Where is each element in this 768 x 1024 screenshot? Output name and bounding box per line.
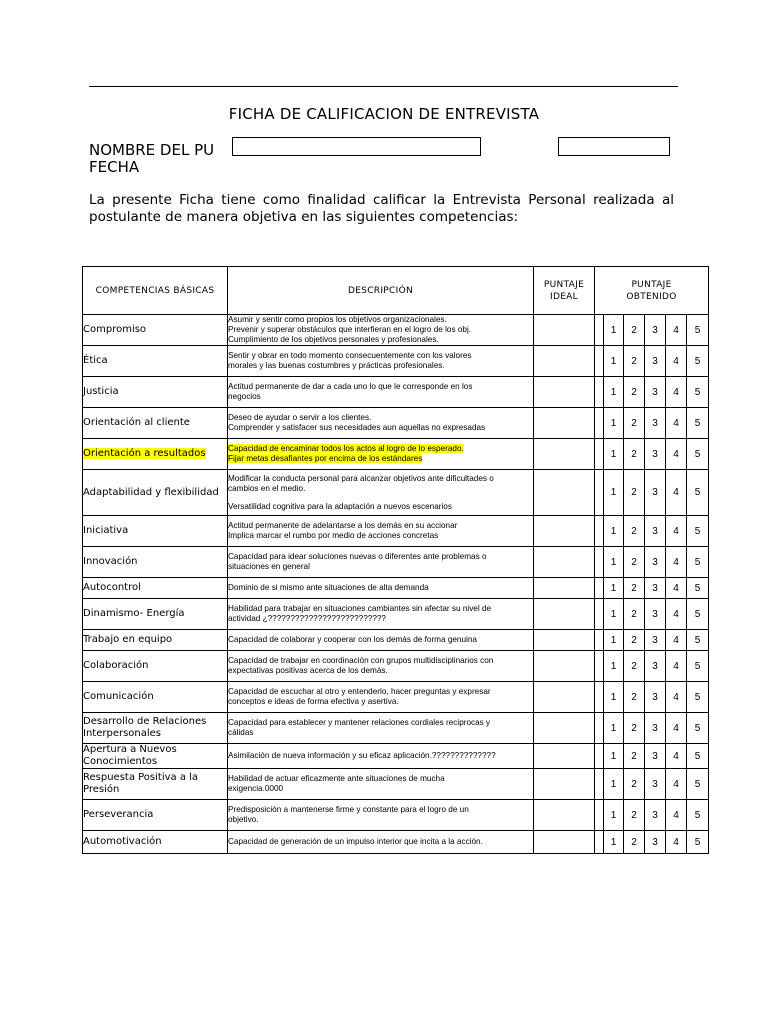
- score-option-3[interactable]: 3: [645, 315, 666, 346]
- competency-name: [83, 682, 228, 713]
- ideal-score-cell[interactable]: [534, 346, 595, 377]
- description-line: Asimilación de nueva información y su eficaz aplicación.??????????????: [228, 751, 496, 760]
- description-line: Habilidad de actuar eficazmente ante situaciones de mucha: [228, 774, 445, 783]
- competency-description: [228, 744, 534, 769]
- score-option-2[interactable]: 2: [624, 315, 645, 346]
- score-option-3[interactable]: 3: [645, 599, 666, 630]
- description-line-wrap: [228, 552, 533, 562]
- description-line: conceptos e ideas de forma efectiva y asertiva.: [228, 697, 399, 706]
- ideal-score-cell[interactable]: [534, 547, 595, 578]
- score-option-4[interactable]: 4: [666, 377, 687, 408]
- ideal-score-cell[interactable]: [534, 578, 595, 599]
- score-option-5[interactable]: 5: [687, 713, 709, 744]
- competency-description: [228, 516, 534, 547]
- score-option-3[interactable]: 3: [645, 377, 666, 408]
- score-option-3[interactable]: 3: [645, 682, 666, 713]
- date-field[interactable]: [558, 137, 670, 156]
- score-option-1[interactable]: 1: [604, 578, 624, 599]
- score-option-4[interactable]: 4: [666, 470, 687, 516]
- competency-label: Comunicación: [83, 691, 154, 702]
- competency-name: [83, 769, 228, 800]
- table-row: [83, 744, 709, 769]
- score-option-2[interactable]: 2: [624, 377, 645, 408]
- score-option-2[interactable]: 2: [624, 651, 645, 682]
- header-puntaje-ideal: PUNTAJE IDEAL: [534, 267, 595, 315]
- score-gap: [595, 713, 604, 744]
- score-option-5[interactable]: 5: [687, 800, 709, 831]
- competency-label: Orientación al cliente: [83, 417, 190, 428]
- score-option-4[interactable]: 4: [666, 346, 687, 377]
- competency-description: [228, 346, 534, 377]
- description-line-wrap: [228, 697, 533, 707]
- competency-name: [83, 651, 228, 682]
- score-option-2[interactable]: 2: [624, 547, 645, 578]
- description-line: Predisposición a mantenerse firme y constante para el logro de un: [228, 805, 469, 814]
- score-gap: [595, 516, 604, 547]
- score-gap: [595, 408, 604, 439]
- competency-name: [83, 713, 228, 744]
- description-line-wrap: [228, 784, 533, 794]
- score-gap: [595, 599, 604, 630]
- score-gap: [595, 578, 604, 599]
- page-title: FICHA DE CALIFICACION DE ENTREVISTA: [228, 105, 540, 123]
- description-line: Actitud permanente de adelantarse a los demás en su accionar: [228, 521, 458, 530]
- score-gap: [595, 439, 604, 470]
- competency-name: [83, 315, 228, 346]
- ideal-score-cell[interactable]: [534, 682, 595, 713]
- description-line: exigencia.0000: [228, 784, 284, 793]
- description-line: cambios en el medio.: [228, 483, 306, 493]
- competency-description: [228, 470, 534, 516]
- table-row: [83, 315, 709, 346]
- score-gap: [595, 470, 604, 516]
- score-option-3[interactable]: 3: [645, 470, 666, 516]
- table-header-row: [83, 267, 709, 315]
- score-option-5[interactable]: 5: [687, 547, 709, 578]
- description-line: Capacidad para idear soluciones nuevas o diferentes ante problemas o: [228, 552, 487, 561]
- score-option-2[interactable]: 2: [624, 599, 645, 630]
- description-line-wrap: [228, 315, 533, 325]
- competency-label: Respuesta Positiva a la Presión: [83, 772, 199, 795]
- competency-description: [228, 630, 534, 651]
- competencies-table: [82, 266, 709, 854]
- table-row: [83, 713, 709, 744]
- score-option-3[interactable]: 3: [645, 516, 666, 547]
- competency-label: Automotivación: [83, 836, 162, 847]
- description-line: objetivo.: [228, 815, 259, 824]
- ideal-score-cell[interactable]: [534, 315, 595, 346]
- description-line-wrap: [228, 583, 533, 593]
- description-line: Deseo de ayudar o servir a los clientes.: [228, 413, 372, 422]
- score-option-2[interactable]: 2: [624, 713, 645, 744]
- description-line-wrap: [228, 351, 533, 361]
- competency-name: [83, 744, 228, 769]
- score-option-2[interactable]: 2: [624, 769, 645, 800]
- competency-name: [83, 439, 228, 470]
- table-row: [83, 682, 709, 713]
- table-row: [83, 470, 709, 516]
- score-option-4[interactable]: 4: [666, 599, 687, 630]
- score-option-1[interactable]: 1: [604, 439, 624, 470]
- score-option-5[interactable]: 5: [687, 315, 709, 346]
- intro-paragraph: La presente Ficha tiene como finalidad calificar la Entrevista Personal realizada al postulante de manera objetiva en las siguientes competencias:: [89, 192, 674, 225]
- ideal-score-cell[interactable]: [534, 769, 595, 800]
- score-option-1[interactable]: 1: [604, 470, 624, 516]
- competency-description: [228, 547, 534, 578]
- ideal-score-cell[interactable]: [534, 516, 595, 547]
- table-row: [83, 547, 709, 578]
- score-option-3[interactable]: 3: [645, 713, 666, 744]
- description-line-wrap: [228, 392, 533, 402]
- score-option-3[interactable]: 3: [645, 651, 666, 682]
- description-line: Actitud permanente de dar a cada uno lo que le corresponde en los: [228, 382, 473, 391]
- competency-name: [83, 831, 228, 854]
- competency-label: Iniciativa: [83, 525, 129, 536]
- table-row: [83, 439, 709, 470]
- score-gap: [595, 800, 604, 831]
- score-option-3[interactable]: 3: [645, 346, 666, 377]
- score-option-3[interactable]: 3: [645, 547, 666, 578]
- competency-description: [228, 800, 534, 831]
- description-line-wrap: [228, 604, 533, 614]
- description-line-wrap: [228, 423, 533, 433]
- score-option-5[interactable]: 5: [687, 599, 709, 630]
- table-row: [83, 599, 709, 630]
- ideal-score-cell[interactable]: [534, 651, 595, 682]
- description-line-wrap: [228, 484, 533, 494]
- description-line: Implica marcar el rumbo por medio de acciones concretas: [228, 531, 439, 540]
- competency-description: [228, 769, 534, 800]
- score-option-5[interactable]: 5: [687, 439, 709, 470]
- description-line: Capacidad para establecer y mantener relaciones cordiales reciprocas y: [228, 718, 491, 727]
- score-option-4[interactable]: 4: [666, 744, 687, 769]
- score-option-3[interactable]: 3: [645, 408, 666, 439]
- score-option-2[interactable]: 2: [624, 744, 645, 769]
- description-line: expectativas positivas acerca de los demás.: [228, 666, 388, 675]
- ideal-score-cell[interactable]: [534, 744, 595, 769]
- score-option-3[interactable]: 3: [645, 578, 666, 599]
- date-label: FECHA: [89, 158, 140, 176]
- score-option-4[interactable]: 4: [666, 516, 687, 547]
- competency-label: Dinamismo- Energía: [83, 608, 185, 619]
- table-body: [83, 315, 709, 854]
- score-option-5[interactable]: 5: [687, 630, 709, 651]
- competency-label: Compromiso: [83, 324, 147, 335]
- description-line-wrap: [228, 521, 533, 531]
- score-option-2[interactable]: 2: [624, 470, 645, 516]
- table-row: [83, 769, 709, 800]
- score-gap: [595, 630, 604, 651]
- competency-label: Perseverancia: [83, 809, 154, 820]
- ideal-score-cell[interactable]: [534, 439, 595, 470]
- table-row: [83, 831, 709, 854]
- competency-label: Apertura a Nuevos Conocimientos: [83, 744, 177, 767]
- competency-description: [228, 439, 534, 470]
- score-gap: [595, 315, 604, 346]
- score-gap: [595, 769, 604, 800]
- score-option-1[interactable]: 1: [604, 346, 624, 377]
- score-option-4[interactable]: 4: [666, 408, 687, 439]
- score-option-3[interactable]: 3: [645, 831, 666, 854]
- description-line: Capacidad de escuchar al otro y entenderlo, hacer preguntas y expresar: [228, 687, 491, 696]
- description-line-wrap: [228, 614, 533, 624]
- score-gap: [595, 831, 604, 854]
- ideal-score-cell[interactable]: [534, 831, 595, 854]
- score-option-3[interactable]: 3: [645, 769, 666, 800]
- description-line: Comprender y satisfacer sus necesidades aun aquellas no expresadas: [228, 423, 486, 432]
- score-option-1[interactable]: 1: [604, 377, 624, 408]
- score-option-1[interactable]: 1: [604, 547, 624, 578]
- score-option-2[interactable]: 2: [624, 682, 645, 713]
- score-option-5[interactable]: 5: [687, 377, 709, 408]
- competency-label: Adaptabilidad y flexibilidad: [83, 486, 219, 498]
- score-option-1[interactable]: 1: [604, 800, 624, 831]
- score-option-4[interactable]: 4: [666, 651, 687, 682]
- competency-description: [228, 377, 534, 408]
- score-option-5[interactable]: 5: [687, 346, 709, 377]
- score-option-1[interactable]: 1: [604, 744, 624, 769]
- score-option-2[interactable]: 2: [624, 578, 645, 599]
- ideal-score-cell[interactable]: [534, 599, 595, 630]
- competency-description: [228, 578, 534, 599]
- description-line-wrap: [228, 562, 533, 572]
- description-line: Capacidad de trabajar en coordinación con grupos multidisciplinarios con: [228, 656, 494, 665]
- description-line-wrap: [228, 502, 533, 512]
- score-option-4[interactable]: 4: [666, 831, 687, 854]
- competency-label: Autocontrol: [83, 582, 141, 593]
- ideal-score-cell[interactable]: [534, 377, 595, 408]
- score-option-5[interactable]: 5: [687, 769, 709, 800]
- description-line: cálidas: [228, 728, 254, 737]
- description-line-wrap: [228, 718, 533, 728]
- score-gap: [595, 547, 604, 578]
- description-line-wrap: [228, 656, 533, 666]
- score-option-3[interactable]: 3: [645, 630, 666, 651]
- description-line-wrap: [228, 635, 533, 645]
- description-line-wrap: [228, 474, 533, 484]
- description-line-wrap: [228, 666, 533, 676]
- score-option-2[interactable]: 2: [624, 516, 645, 547]
- score-option-4[interactable]: 4: [666, 439, 687, 470]
- competency-name: [83, 547, 228, 578]
- ideal-score-cell[interactable]: [534, 713, 595, 744]
- description-line: Cumplimiento de los objetivos personales y profesionales.: [228, 335, 439, 344]
- name-field[interactable]: [232, 137, 481, 156]
- description-line-wrap: [228, 335, 533, 345]
- description-line: Modificar la conducta personal para alcanzar objetivos ante dificultades o: [228, 473, 494, 483]
- table-row: [83, 408, 709, 439]
- description-line-wrap: [228, 413, 533, 423]
- description-line-wrap: [228, 805, 533, 815]
- score-option-1[interactable]: 1: [604, 516, 624, 547]
- description-line: Prevenir y superar obstáculos que interfieran en el logro de los obj.: [228, 325, 472, 334]
- competency-label: Colaboración: [83, 660, 149, 671]
- competency-name: [83, 470, 228, 516]
- score-option-4[interactable]: 4: [666, 315, 687, 346]
- competency-label: Justicia: [83, 386, 119, 397]
- competency-description: [228, 682, 534, 713]
- competency-name: [83, 630, 228, 651]
- description-line-wrap: [228, 531, 533, 541]
- score-option-5[interactable]: 5: [687, 408, 709, 439]
- description-line-wrap: [228, 325, 533, 335]
- score-option-5[interactable]: 5: [687, 651, 709, 682]
- description-line: Habilidad para trabajar en situaciones cambiantes sin afectar su nivel de: [228, 604, 492, 613]
- description-line: Sentir y obrar en todo momento consecuentemente con los valores: [228, 351, 472, 360]
- competency-label: Innovación: [83, 556, 138, 567]
- description-line: Capacidad de generación de un impulso interior que incita a la acción.: [228, 837, 483, 846]
- table-row: [83, 651, 709, 682]
- score-option-2[interactable]: 2: [624, 408, 645, 439]
- ideal-score-cell[interactable]: [534, 408, 595, 439]
- table-row: [83, 346, 709, 377]
- description-line-wrap: [228, 751, 533, 761]
- description-line: situaciones en general: [228, 562, 310, 571]
- description-line-wrap: [228, 444, 533, 454]
- header-puntaje-obtenido: PUNTAJE OBTENIDO: [595, 267, 709, 315]
- competency-name: [83, 377, 228, 408]
- competency-label: Ética: [83, 355, 108, 366]
- description-line: Asumir y sentir como propios los objetivos organizacionales.: [228, 315, 447, 324]
- competency-label: Desarrollo de Relaciones Interpersonales: [83, 716, 207, 739]
- score-option-3[interactable]: 3: [645, 744, 666, 769]
- competency-description: [228, 651, 534, 682]
- competency-description: [228, 315, 534, 346]
- description-line-wrap: [228, 494, 533, 502]
- competency-name: [83, 516, 228, 547]
- table-row: [83, 377, 709, 408]
- competency-description: [228, 713, 534, 744]
- score-option-4[interactable]: 4: [666, 630, 687, 651]
- competency-name: [83, 800, 228, 831]
- score-option-5[interactable]: 5: [687, 682, 709, 713]
- ideal-score-cell[interactable]: [534, 630, 595, 651]
- score-option-1[interactable]: 1: [604, 630, 624, 651]
- score-option-5[interactable]: 5: [687, 516, 709, 547]
- description-line: Capacidad de encaminar todos los actos al logro de lo esperado.: [228, 444, 464, 453]
- score-option-1[interactable]: 1: [604, 315, 624, 346]
- score-option-4[interactable]: 4: [666, 713, 687, 744]
- score-gap: [595, 682, 604, 713]
- score-gap: [595, 651, 604, 682]
- score-option-2[interactable]: 2: [624, 439, 645, 470]
- description-line: Dominio de si mismo ante situaciones de alta demanda: [228, 583, 429, 592]
- competency-description: [228, 408, 534, 439]
- score-option-3[interactable]: 3: [645, 439, 666, 470]
- score-option-4[interactable]: 4: [666, 547, 687, 578]
- score-option-2[interactable]: 2: [624, 346, 645, 377]
- table-row: [83, 578, 709, 599]
- table-row: [83, 800, 709, 831]
- header-competencias: COMPETENCIAS BÁSICAS: [83, 267, 228, 315]
- description-line-wrap: [228, 454, 533, 464]
- ideal-score-cell[interactable]: [534, 470, 595, 516]
- competency-label: Orientación a resultados: [83, 448, 206, 459]
- description-line-wrap: [228, 382, 533, 392]
- score-option-5[interactable]: 5: [687, 744, 709, 769]
- score-option-2[interactable]: 2: [624, 800, 645, 831]
- description-line-wrap: [228, 728, 533, 738]
- top-rule: [89, 86, 678, 87]
- score-option-1[interactable]: 1: [604, 651, 624, 682]
- score-option-5[interactable]: 5: [687, 831, 709, 854]
- score-option-4[interactable]: 4: [666, 682, 687, 713]
- competency-description: [228, 599, 534, 630]
- score-option-4[interactable]: 4: [666, 800, 687, 831]
- description-line-wrap: [228, 687, 533, 697]
- description-line: Fijar metas desafiantes por encima de los estándares: [228, 454, 423, 463]
- description-line: negocios: [228, 392, 261, 401]
- score-option-5[interactable]: 5: [687, 470, 709, 516]
- description-line-wrap: [228, 837, 533, 847]
- table-row: [83, 630, 709, 651]
- competency-name: [83, 346, 228, 377]
- description-line-wrap: [228, 815, 533, 825]
- score-option-5[interactable]: 5: [687, 578, 709, 599]
- score-option-1[interactable]: 1: [604, 831, 624, 854]
- score-option-1[interactable]: 1: [604, 769, 624, 800]
- description-line: morales y las buenas costumbres y prácticas profesionales.: [228, 361, 445, 370]
- score-option-1[interactable]: 1: [604, 682, 624, 713]
- name-label: NOMBRE DEL PU: [89, 141, 215, 159]
- competency-name: [83, 599, 228, 630]
- score-option-4[interactable]: 4: [666, 769, 687, 800]
- table-row: [83, 516, 709, 547]
- description-line-wrap: [228, 774, 533, 784]
- score-option-1[interactable]: 1: [604, 408, 624, 439]
- score-gap: [595, 377, 604, 408]
- ideal-score-cell[interactable]: [534, 800, 595, 831]
- score-option-3[interactable]: 3: [645, 800, 666, 831]
- score-option-1[interactable]: 1: [604, 599, 624, 630]
- competency-name: [83, 408, 228, 439]
- competency-name: [83, 578, 228, 599]
- description-line: actividad ¿??????????????????????????: [228, 614, 386, 623]
- score-option-2[interactable]: 2: [624, 630, 645, 651]
- header-descripcion: DESCRIPCIÓN: [228, 267, 534, 315]
- description-line-wrap: [228, 361, 533, 371]
- competency-description: [228, 831, 534, 854]
- score-option-1[interactable]: 1: [604, 713, 624, 744]
- competency-label: Trabajo en equipo: [83, 634, 173, 645]
- description-line: Capacidad de colaborar y cooperar con los demás de forma genuina: [228, 635, 477, 644]
- score-option-4[interactable]: 4: [666, 578, 687, 599]
- score-gap: [595, 744, 604, 769]
- description-line: Versatilidad cognitiva para la adaptación a nuevos escenarios: [228, 501, 452, 511]
- score-gap: [595, 346, 604, 377]
- score-option-2[interactable]: 2: [624, 831, 645, 854]
